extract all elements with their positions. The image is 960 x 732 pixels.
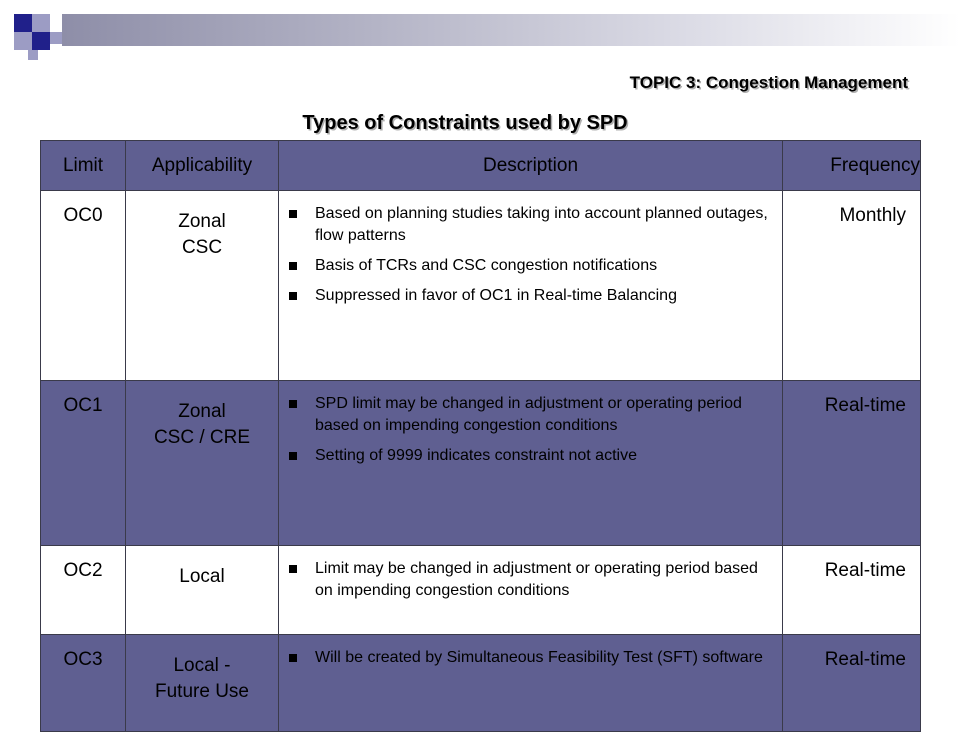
applicability-line: Future Use [155, 681, 249, 702]
table-row [41, 546, 921, 635]
description-cell [279, 635, 783, 732]
logo-square-light-2 [14, 32, 32, 50]
description-item: Will be created by Simultaneous Feasibility Test (SFT) software [289, 647, 768, 669]
header-applicability: Applicability [126, 141, 279, 191]
table-row [41, 635, 921, 732]
limit-cell: OC1 [41, 381, 126, 546]
logo-square-light-4 [28, 50, 38, 60]
description-cell [279, 191, 783, 381]
description-cell [279, 546, 783, 635]
applicability-line: CSC [181, 237, 223, 258]
description-item: Based on planning studies taking into account planned outages, flow patterns [289, 203, 768, 247]
frequency-cell: Monthly [783, 191, 921, 381]
table-row [41, 191, 921, 381]
description-item: SPD limit may be changed in adjustment or operating period based on impending congestion conditions [289, 393, 768, 437]
applicability-line: CSC / CRE [153, 427, 251, 448]
logo-square-dark-2 [32, 32, 50, 50]
description-item: Limit may be changed in adjustment or operating period based on impending congestion conditions [289, 558, 768, 602]
bullet-icon [289, 654, 297, 662]
title-gradient-bar [62, 14, 960, 46]
description-item: Suppressed in favor of OC1 in Real-time Balancing [289, 285, 768, 307]
bullet-icon [289, 292, 297, 300]
topic-title: TOPIC 3: Congestion Management [629, 73, 908, 92]
limit-cell: OC2 [41, 546, 126, 635]
constraints-table [40, 140, 921, 732]
frequency-cell: Real-time [783, 546, 921, 635]
bullet-icon [289, 210, 297, 218]
logo-square-light-1 [32, 14, 50, 32]
slide-heading: Types of Constraints used by SPD [302, 112, 628, 134]
header-description: Description [279, 141, 783, 191]
header-limit: Limit [41, 141, 126, 191]
table-row [41, 381, 921, 546]
header-frequency: Frequency [783, 141, 921, 191]
description-item: Basis of TCRs and CSC congestion notifications [289, 255, 768, 277]
table-header-row [41, 141, 921, 191]
bullet-icon [289, 565, 297, 573]
description-cell [279, 381, 783, 546]
logo-square-light-3 [50, 32, 62, 44]
applicability-cell [126, 546, 279, 635]
description-item: Setting of 9999 indicates constraint not active [289, 445, 768, 467]
logo-square-dark-1 [14, 14, 32, 32]
limit-cell: OC3 [41, 635, 126, 732]
applicability-cell [126, 635, 279, 732]
applicability-cell [126, 381, 279, 546]
applicability-line: Local [179, 566, 225, 587]
bullet-icon [289, 262, 297, 270]
bullet-icon [289, 452, 297, 460]
applicability-line: Zonal [178, 401, 226, 422]
applicability-cell [126, 191, 279, 381]
frequency-cell: Real-time [783, 381, 921, 546]
applicability-line: Zonal [178, 211, 226, 232]
limit-cell: OC0 [41, 191, 126, 381]
bullet-icon [289, 400, 297, 408]
frequency-cell: Real-time [783, 635, 921, 732]
applicability-line: Local - [173, 655, 231, 676]
